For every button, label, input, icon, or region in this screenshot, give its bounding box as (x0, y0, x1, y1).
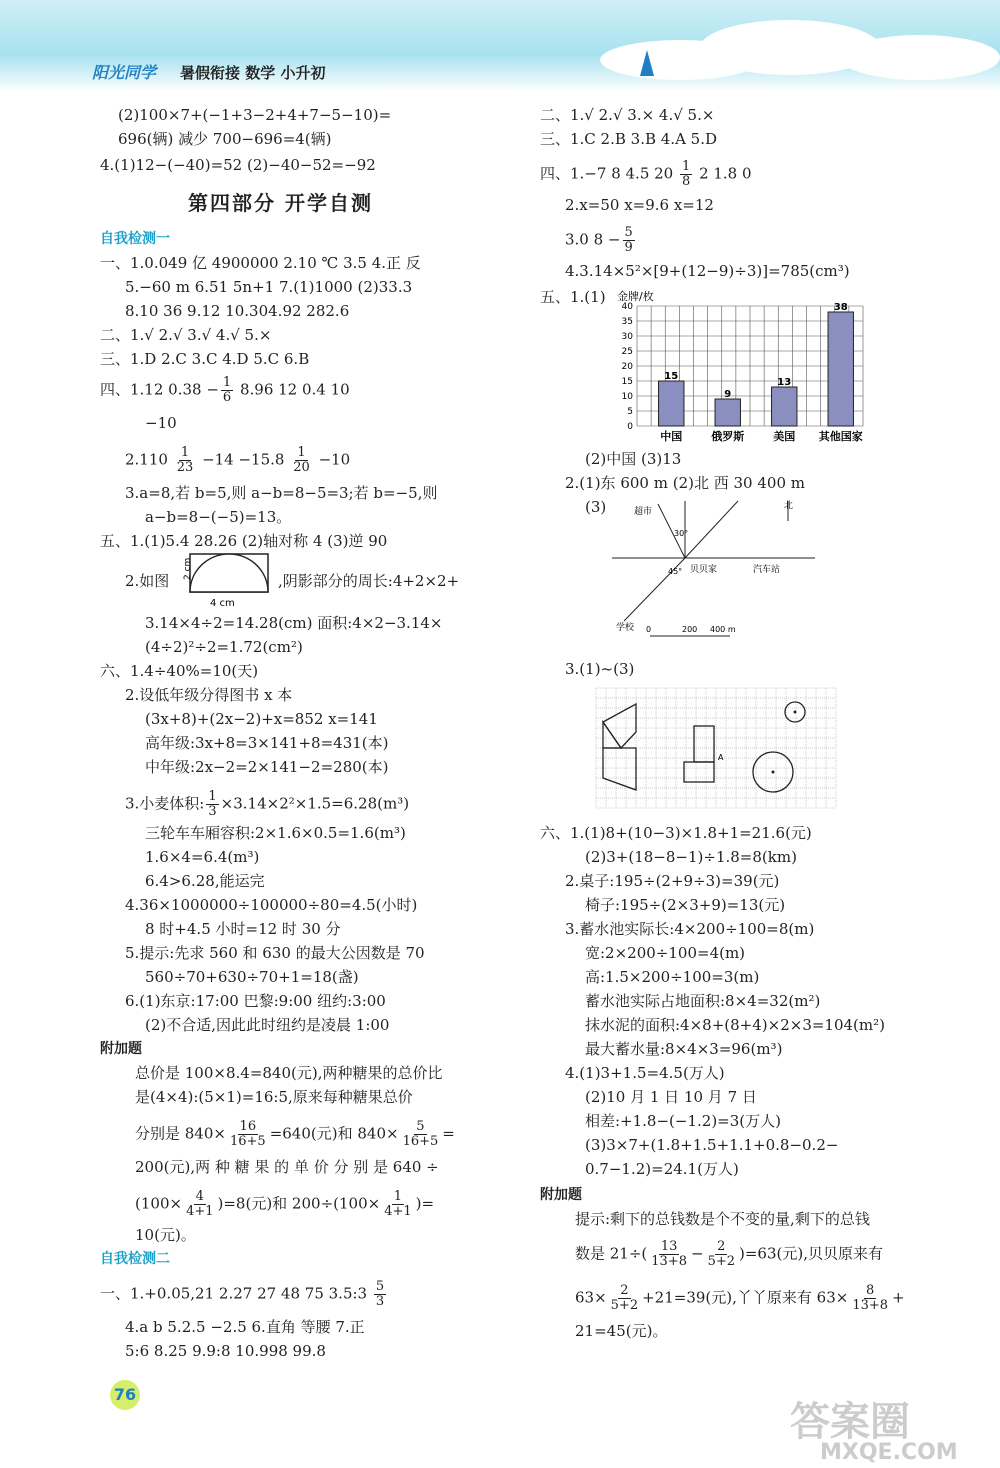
text-segment: 3.小麦体积: (125, 794, 205, 813)
text-line: 5.提示:先求 560 和 630 的最大公因数是 70 (125, 944, 425, 962)
y-tick-label: 10 (621, 392, 633, 402)
chart-yticks (622, 302, 634, 432)
text-segment: 3.0 8 − (565, 230, 621, 249)
text-line: 二、1.√ 2.√ 3.× 4.√ 5.× (540, 106, 715, 124)
text-line: 696(辆) 减少 700−696=4(辆) (118, 130, 332, 148)
numerator: 8 (866, 1283, 875, 1298)
text-line: 是(4×4):(5×1)=16:5,原来每种糖果总价 (135, 1088, 413, 1106)
rectangle-shape (684, 762, 714, 782)
y-tick-label: 5 (627, 407, 633, 417)
watermark: 答案圈 (790, 1399, 910, 1445)
text-line (540, 160, 752, 189)
text-segment: 2.110 (125, 450, 168, 469)
fraction (623, 226, 635, 255)
numerator: 1 (297, 445, 306, 460)
text-line (135, 1190, 434, 1219)
numerator: 1 (393, 1189, 403, 1204)
text-line: 2.桌子:195÷(2+9÷3)=39(元) (565, 872, 780, 890)
text-line: 4.(1)12−(−40)=52 (2)−40−52=−92 (100, 156, 376, 174)
text-line: 六、1.(1)8+(10−3)×1.8+1=21.6(元) (540, 824, 812, 842)
denominator: 16+5 (229, 1134, 266, 1149)
width-label: 4 cm (210, 598, 235, 609)
text-line: 8.10 36 9.12 10.304.92 282.6 (125, 302, 350, 320)
denominator: 13+8 (651, 1254, 687, 1269)
text-line: 3.a=8,若 b=5,则 a−b=8−5=3;若 b=−5,则 (125, 484, 438, 502)
text-line (575, 1284, 905, 1313)
numerator: 13 (660, 1239, 678, 1254)
text-segment: )= (415, 1194, 435, 1213)
denominator: 9 (624, 240, 633, 255)
fraction (374, 1280, 386, 1309)
text-segment: 一、1.+0.05,21 2.27 27 48 75 3.5:3 (100, 1284, 368, 1303)
text-line: 三、1.D 2.C 3.C 4.D 5.C 6.B (100, 350, 310, 368)
text-segment: )=8(元)和 200÷(100× (217, 1194, 381, 1213)
header-subtitle: 暑假衔接 数学 小升初 (180, 64, 326, 82)
text-line: (3x+8)+(2x−2)+x=852 x=141 (145, 710, 378, 728)
scale-tick: 400 m (710, 625, 736, 634)
y-tick-label: 20 (621, 362, 633, 372)
fraction (382, 1190, 413, 1219)
x-category-label: 其他国家 (818, 430, 863, 443)
text-line: 4.36×1000000÷100000÷80=4.5(小时) (125, 896, 418, 914)
angle-label: 30° (674, 529, 689, 538)
text-line: 蓄水池实际占地面积:8×4=32(m²) (585, 992, 821, 1010)
fraction (649, 1240, 689, 1269)
text-segment: −14 −15.8 (202, 450, 285, 469)
x-category-label: 俄罗斯 (711, 430, 745, 443)
fraction (706, 1240, 737, 1269)
text-line: 3.(1)~(3) (565, 660, 635, 678)
text-line: 高年级:3x+8=3×141+8=431(本) (145, 734, 389, 752)
y-tick-label: 40 (621, 302, 633, 312)
text-segment: +21=39(元),丫丫原来有 63× (642, 1288, 849, 1307)
circle-center (772, 771, 775, 774)
scale-tick: 0 (646, 625, 652, 634)
section-heading: 自我检测一 (100, 231, 170, 247)
numerator: 1 (222, 375, 232, 390)
rectangle-shape (694, 726, 714, 762)
section-heading: 自我检测二 (100, 1251, 170, 1267)
north-label: 北 (784, 501, 794, 511)
bar (772, 387, 797, 426)
bar-chart (595, 286, 875, 448)
angle-label: 45° (668, 567, 683, 576)
text-line: 二、1.√ 2.√ 3.√ 4.√ 5.× (100, 326, 272, 344)
cloud-shape (840, 35, 1000, 80)
text-line: 宽:2×200÷100=4(m) (585, 944, 746, 962)
text-line (135, 1120, 455, 1149)
denominator: 13+8 (852, 1298, 889, 1313)
denominator: 16+5 (402, 1134, 439, 1149)
text-line: 1.6×4=6.4(m³) (145, 848, 260, 866)
text-segment: − (691, 1244, 704, 1263)
numerator: 5 (375, 1279, 385, 1294)
denominator: 8 (682, 174, 691, 189)
text-segment: (100× (135, 1194, 183, 1213)
text-line: 2.x=50 x=9.6 x=12 (565, 196, 714, 214)
text-line: (2)10 月 1 日 10 月 7 日 (585, 1088, 757, 1106)
numerator: 16 (239, 1119, 257, 1134)
text-line: 三轮车车厢容积:2×1.6×0.5=1.6(m³) (145, 824, 406, 842)
text-line: 抹水泥的面积:4×8+(8+4)×2×3=104(m²) (585, 1016, 886, 1034)
fraction (291, 446, 312, 475)
bar (828, 312, 853, 426)
extra-heading: 附加题 (100, 1041, 142, 1057)
text-line: 6.(1)东京:17:00 巴黎:9:00 纽约:3:00 (125, 992, 386, 1010)
x-category-label: 中国 (660, 430, 683, 443)
bar-value-label: 13 (777, 377, 792, 388)
text-line: 2.(1)东 600 m (2)北 西 30 400 m (565, 474, 805, 492)
denominator: 5+2 (610, 1298, 639, 1313)
text-segment: 8.96 12 0.4 10 (239, 380, 350, 399)
fraction (401, 1120, 441, 1149)
text-line: ,阴影部分的周长:4+2×2+ (278, 572, 460, 590)
fraction (680, 160, 692, 189)
text-line: 2.设低年级分得图书 x 本 (125, 686, 293, 704)
scale-tick: 200 (682, 625, 698, 634)
text-line: 最大蓄水量:8×4×3=96(m³) (585, 1040, 783, 1058)
numerator: 5 (416, 1119, 425, 1134)
semicircle-figure (182, 552, 274, 610)
text-line: 5:6 8.25 9.9:8 10.998 99.8 (125, 1342, 326, 1360)
fraction (175, 446, 196, 475)
denominator: 3 (375, 1294, 385, 1309)
fraction (206, 790, 218, 819)
chart-xlabels (660, 429, 863, 443)
text-line (575, 1240, 883, 1269)
text-line: 提示:剩下的总钱数是个不变的量,剩下的总钱 (575, 1210, 870, 1228)
text-line (125, 790, 409, 819)
home-label: 贝贝家 (690, 565, 718, 575)
text-line: 6.4>6.28,能运完 (145, 872, 265, 890)
text-line: (2)中国 (3)13 (585, 450, 682, 468)
text-line: 4.a b 5.2.5 −2.5 6.直角 等腰 7.正 (125, 1318, 365, 1336)
text-line: (3)3×7+(1.8+1.5+1.1+0.8−0.2− (585, 1136, 839, 1154)
text-line: 椅子:195÷(2×3+9)=13(元) (585, 896, 786, 914)
text-line: 0.7−1.2)=24.1(万人) (585, 1160, 739, 1178)
direction-map (610, 496, 820, 646)
denominator: 23 (176, 460, 194, 475)
text-line: 5.−60 m 6.51 5n+1 7.(1)1000 (2)33.3 (125, 278, 413, 296)
shape-outline (603, 704, 636, 748)
text-line: 200(元),两 种 糖 果 的 单 价 分 别 是 640 ÷ (135, 1158, 439, 1176)
bar-value-label: 38 (833, 302, 848, 313)
text-line: 10(元)。 (135, 1226, 196, 1244)
text-line: 一、1.0.049 亿 4900000 2.10 ℃ 3.5 4.正 反 (100, 254, 421, 272)
y-tick-label: 35 (621, 317, 633, 327)
watermark-url: MXQE.COM (820, 1440, 958, 1465)
text-line: 六、1.4÷40%=10(天) (100, 662, 259, 680)
text-line: 4.(1)3+1.5=4.5(万人) (565, 1064, 725, 1082)
denominator: 6 (222, 390, 232, 405)
bar (715, 399, 740, 426)
page-number: 76 (110, 1380, 140, 1410)
text-segment: 2 1.8 0 (699, 164, 752, 183)
text-line: 三、1.C 2.B 3.B 4.A 5.D (540, 130, 718, 148)
numerator: 1 (208, 789, 217, 804)
text-line: 五、1.(1)5.4 28.26 (2)轴对称 4 (3)逆 90 (100, 532, 388, 550)
text-line: 五、1.(1) (540, 288, 606, 306)
fraction (850, 1284, 890, 1313)
text-line: (2)不合适,因此此时纽约是凌晨 1:00 (145, 1016, 390, 1034)
part-title: 第四部分 开学自测 (188, 191, 373, 215)
y-tick-label: 15 (621, 377, 633, 387)
school-label: 学校 (616, 623, 635, 633)
y-tick-label: 25 (621, 347, 633, 357)
text-line: (2)100×7+(−1+3−2+4+7−5−10)= (118, 106, 392, 124)
text-line: 3.蓄水池实际长:4×200÷100=8(m) (565, 920, 815, 938)
text-line: (3) (585, 498, 607, 516)
bar (659, 381, 684, 426)
y-tick-label: 0 (627, 422, 633, 432)
denominator: 20 (293, 460, 310, 475)
text-line: (2)3+(18−8−1)÷1.8=8(km) (585, 848, 797, 866)
numerator: 1 (180, 445, 190, 460)
text-line: 4.3.14×5²×[9+(12−9)÷3)]=785(cm³) (565, 262, 850, 280)
y-tick-label: 30 (621, 332, 633, 342)
denominator: 4+1 (384, 1204, 412, 1219)
text-segment: ×3.14×2²×1.5=6.28(m³) (220, 794, 410, 813)
text-segment: =640(元)和 840× (269, 1124, 399, 1143)
numerator: 4 (195, 1189, 204, 1204)
point-label: A (718, 753, 724, 762)
circle-center (794, 711, 797, 714)
text-segment: −10 (318, 450, 351, 469)
text-line: 3.14×4÷2=14.28(cm) 面积:4×2−3.14× (145, 614, 443, 632)
x-category-label: 美国 (773, 430, 796, 443)
text-line: 高:1.5×200÷100=3(m) (585, 968, 760, 986)
chart-ylabel: 金牌/枚 (617, 290, 654, 303)
fraction (221, 376, 233, 405)
text-segment: 四、1.12 0.38 − (100, 380, 219, 399)
grid-figure (588, 682, 848, 822)
text-line (100, 1280, 388, 1309)
text-line: 8 时+4.5 小时=12 时 30 分 (145, 920, 341, 938)
text-segment: 四、1.−7 8 4.5 20 (540, 164, 674, 183)
text-line (565, 226, 637, 255)
height-label: 2 cm (183, 557, 193, 580)
text-line: a−b=8−(−5)=13。 (145, 508, 292, 526)
text-line: 相差:+1.8−(−1.2)=3(万人) (585, 1112, 781, 1130)
fraction (184, 1190, 215, 1219)
numerator: 2 (620, 1283, 629, 1298)
text-line: 总价是 100×8.4=840(元),两种糖果的总价比 (135, 1064, 443, 1082)
text-segment: 63× (575, 1288, 607, 1307)
text-segment: = (442, 1124, 455, 1143)
numerator: 1 (682, 159, 691, 174)
numerator: 5 (624, 225, 633, 240)
extra-heading: 附加题 (540, 1187, 582, 1203)
brand-logo: 阳光同学 (92, 63, 157, 82)
text-segment: )=63(元),贝贝原来有 (739, 1244, 883, 1263)
ray-line (685, 501, 738, 558)
station-label: 汽车站 (753, 565, 781, 575)
text-line: 560÷70+630÷70+1=18(盏) (145, 968, 359, 986)
text-segment: + (892, 1288, 905, 1307)
bar-value-label: 9 (724, 389, 732, 400)
bar-value-label: 15 (664, 371, 679, 382)
denominator: 5+2 (707, 1254, 736, 1269)
numerator: 2 (717, 1239, 726, 1254)
text-line: 2.如图 (125, 572, 170, 590)
fraction (228, 1120, 268, 1149)
text-line: 21=45(元)。 (575, 1322, 668, 1340)
text-line (125, 446, 350, 475)
denominator: 4+1 (186, 1204, 214, 1219)
shape-outline (603, 748, 636, 790)
text-segment: 分别是 840× (135, 1124, 226, 1143)
chart-bars (659, 302, 854, 426)
text-line: (4÷2)²÷2=1.72(cm²) (145, 638, 303, 656)
text-line (100, 376, 350, 405)
text-line: 中年级:2x−2=2×141−2=280(本) (145, 758, 389, 776)
denominator: 3 (208, 804, 217, 819)
supermarket-label: 超市 (634, 507, 653, 517)
text-line: −10 (145, 414, 177, 432)
text-segment: 数是 21÷( (575, 1244, 648, 1263)
fraction (609, 1284, 640, 1313)
